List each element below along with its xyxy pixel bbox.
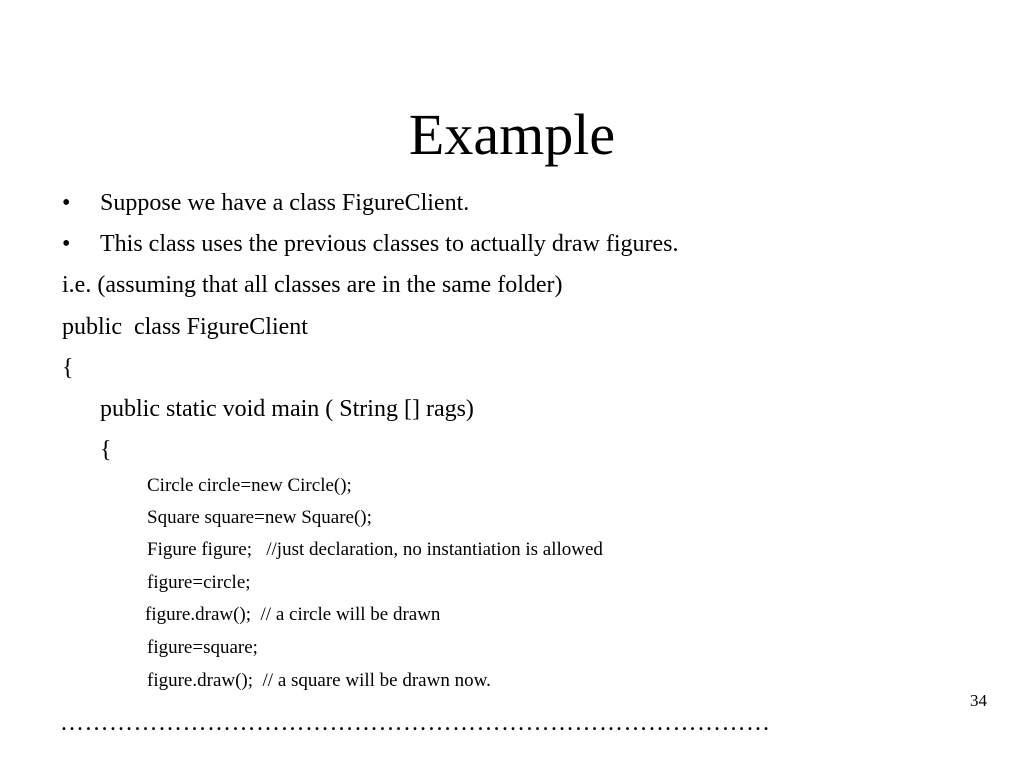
bullet-text: Suppose we have a class FigureClient. xyxy=(100,190,470,216)
code-main-declaration: public static void main ( String [] rags) xyxy=(100,396,474,422)
code-line: figure.draw(); // a square will be drawn now. xyxy=(147,670,491,691)
slide-title: Example xyxy=(408,102,616,167)
code-line: Square square=new Square(); xyxy=(147,507,372,528)
bullet-text: This class uses the previous classes to actually draw figures. xyxy=(100,231,679,257)
code-open-brace: { xyxy=(100,437,112,463)
code-line: Figure figure; //just declaration, no instantiation is allowed xyxy=(147,539,603,560)
code-class-declaration: public class FigureClient xyxy=(62,314,308,340)
code-line: figure.draw(); // a circle will be drawn xyxy=(145,604,441,625)
bullet-marker: • xyxy=(62,190,71,216)
page-number: 34 xyxy=(970,691,987,710)
code-open-brace: { xyxy=(62,355,74,381)
bullet-marker: • xyxy=(62,231,71,257)
code-line: Circle circle=new Circle(); xyxy=(147,475,352,496)
continuation-dots: …………………………………………………………………………… xyxy=(60,710,771,736)
code-line: figure=square; xyxy=(147,637,258,658)
body-line-ie: i.e. (assuming that all classes are in the same folder) xyxy=(62,272,563,298)
code-line: figure=circle; xyxy=(147,572,251,593)
